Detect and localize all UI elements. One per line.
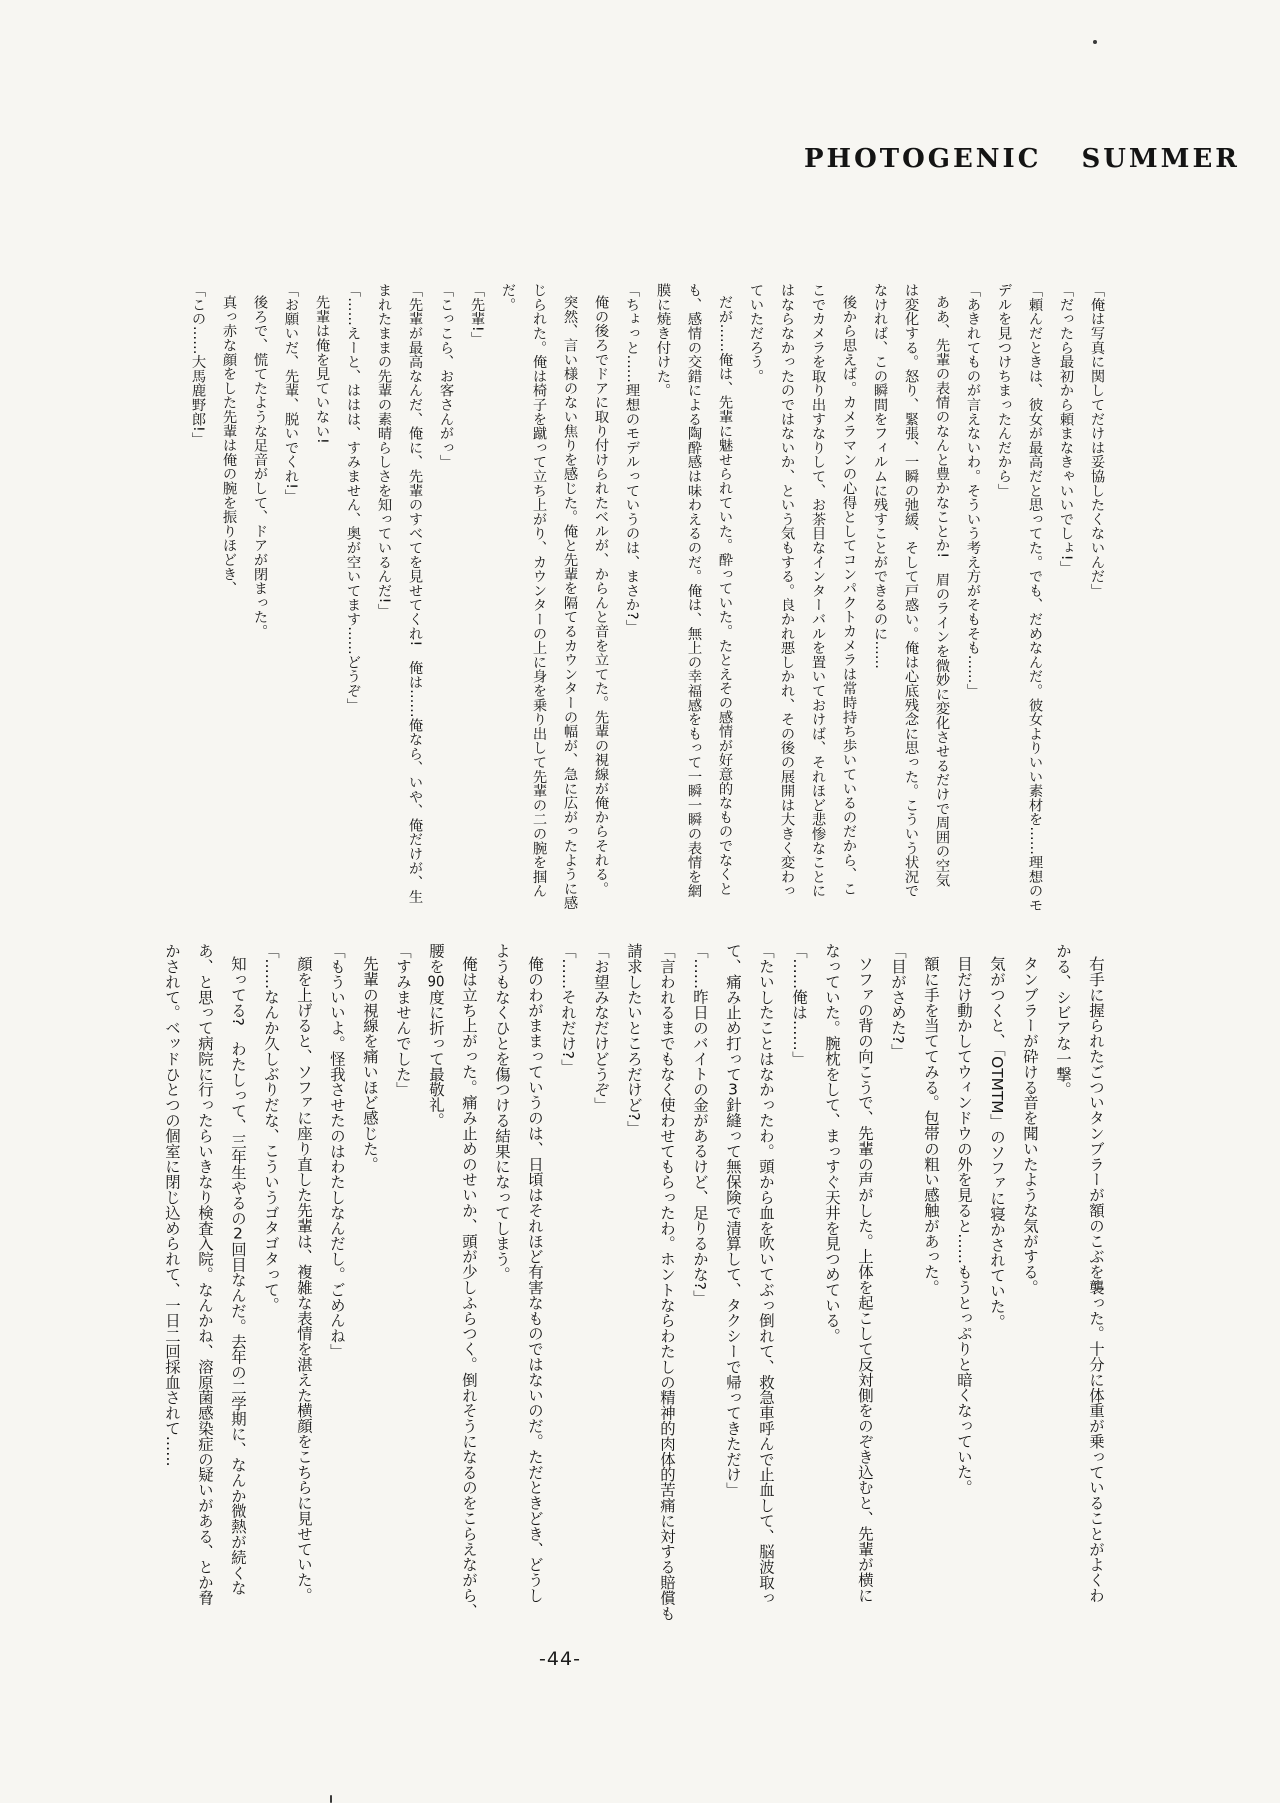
text-column: かる、シビアな一撃。 xyxy=(1054,943,1072,1097)
text-column: ああ、先輩の表情のなんと豊かなことか! 眉のラインを微妙に変化させるだけで周囲の空気 xyxy=(934,295,950,888)
text-column: あ、と思って病院に行ったらいきなり検査入院。なんかね、溶原菌感染症の疑いがある、とか脅 xyxy=(196,943,214,1606)
text-column: デルを見つけちまったんだから」 xyxy=(996,283,1012,498)
scan-speck xyxy=(330,1795,332,1803)
text-column: 膜に焼き付けた。 xyxy=(655,283,671,398)
text-column: 後から思えば。カメラマンの心得としてコンパクトカメラは常時持ち歩いているのだから、こ xyxy=(841,295,857,896)
text-column: 知ってる? わたしって、三年生やるの2回目なんだ。去年の二学期に、なんか微熱が続くな xyxy=(229,956,247,1596)
page-title: PHOTOGENIC SUMMER xyxy=(804,144,1240,174)
text-column: 「すみませんでした」 xyxy=(394,943,412,1097)
text-column: 俺のわがままっていうのは、日頃はそれほど有害なものではないのだ。ただときどき、どうし xyxy=(526,956,544,1603)
text-column: かされて。ベッドひとつの個室に閉じ込められて、一日二回採血されて…… xyxy=(163,943,181,1467)
text-column: 「お望みなだけどうぞ」 xyxy=(592,943,610,1113)
text-column: 腰を90度に折って最敬礼。 xyxy=(427,943,445,1128)
text-column: 「……なんか久しぶりだな、こういうゴタゴタって。 xyxy=(262,943,280,1313)
text-column: 「先輩が最高なんだ、俺に、先輩のすべてを見せてくれ! 俺は……俺なら、いや、俺だけが、生 xyxy=(407,283,423,904)
text-column: も、感情の交錯による陶酔感は味わえるのだ。俺は、無上の幸福感をもって一瞬一瞬の表情を網 xyxy=(686,283,702,898)
text-column: じられた。俺は椅子を蹴って立ち上がり、カウンターの上に身を乗り出して先輩の二の腕を掴ん xyxy=(531,283,547,898)
vertical-text-block-top xyxy=(182,283,1112,931)
text-column: 「頼んだときは、彼女が最高だと思ってた。でも、だめなんだ。彼女よりいい素材を……理想のモ xyxy=(1027,283,1043,913)
text-column: 「……それだけ?」 xyxy=(559,943,577,1075)
text-column: 請求したいところだけど?」 xyxy=(625,943,643,1136)
text-column: 「もういいよ。怪我させたのはわたしなんだし。ごめんね」 xyxy=(328,943,346,1359)
text-column: 「……俺は……」 xyxy=(790,943,808,1067)
text-column: 「言われるまでもなく使わせてもらったわ。ホントならわたしの精神的肉体的苦痛に対する賠償も xyxy=(658,943,676,1621)
text-column: ていただろう。 xyxy=(748,283,764,384)
text-column: 目だけ動かしてウィンドウの外を見ると……もうとっぷりと暗くなっていた。 xyxy=(955,956,973,1496)
text-column: 「ちょっと……理想のモデルっていうのは、まさか?」 xyxy=(624,283,640,634)
text-column: 「お願いだ、先輩、脱いでくれ!」 xyxy=(283,283,299,504)
text-column: タンブラーが砕ける音を聞いたような気がする。 xyxy=(1021,956,1039,1295)
vertical-text-block-bottom xyxy=(155,943,1112,1633)
text-column: 突然、言い様のない焦りを感じた。俺と先輩を隔てるカウンターの幅が、急に広がったように感 xyxy=(562,295,578,911)
text-column: 俺は立ち上がった。痛み止めのせいか、頭が少しふらつく。倒れそうになるのをこらえながら、 xyxy=(460,956,478,1619)
text-column: 後ろで、慌てたような足音がして、ドアが閉まった。 xyxy=(252,295,268,639)
text-column: 「先輩!」 xyxy=(469,283,485,346)
text-column: 額に手を当ててみる。包帯の粗い感触があった。 xyxy=(922,956,940,1295)
text-column: て、痛み止め打って3針縫って無保険で清算して、タクシーで帰ってきただけ」 xyxy=(724,943,742,1498)
text-column: 顔を上げると、ソファに座り直した先輩は、複雑な表情を湛えた横顔をこちらに見せていた。 xyxy=(295,956,313,1603)
text-column: 「……昨日のバイトの金があるけど、足りるかな?」 xyxy=(691,943,709,1306)
text-column: は変化する。怒り、緊張、一瞬の弛緩、そして戸惑い。俺は心底残念に思った。こういう状況で xyxy=(903,283,919,898)
text-column: 「目がさめた?」 xyxy=(889,943,907,1059)
text-column: なければ、この瞬間をフィルムに残すことができるのに…… xyxy=(872,283,888,670)
text-column: 気がつくと、「OTMTM」のソファに寝かされていた。 xyxy=(988,956,1006,1330)
text-column: だ。 xyxy=(500,283,516,312)
text-column: ようもなくひとを傷つける結果になってしまう。 xyxy=(493,943,511,1282)
text-column: ソファの背の向こうで、先輩の声がした。上体を起こして反対側をのぞき込むと、先輩が横に xyxy=(856,956,874,1603)
text-column: 「たいしたことはなかったわ。頭から血を吹いてぶっ倒れて、救急車呼んで止血して、脳波取っ xyxy=(757,943,775,1606)
text-column: 俺の後ろでドアに取り付けられたベルが、からんと音を立てた。先輩の視線が俺からそれる。 xyxy=(593,295,609,896)
page-number: -44- xyxy=(539,1648,581,1670)
text-column: 「あきれてものが言えないわ。そういう考え方がそもそも……」 xyxy=(965,283,981,698)
text-column: 「この……大馬鹿野郎!」 xyxy=(190,283,206,447)
text-column: 先輩の視線を痛いほど感じた。 xyxy=(361,956,379,1172)
scan-speck xyxy=(1093,40,1097,44)
text-column: 「だったら最初から頼まなきゃいいでしょ!」 xyxy=(1058,283,1074,575)
text-column: だが……俺は、先輩に魅せられていた。酔っていた。たとえその感情が好意的なものでなくと xyxy=(717,295,733,896)
text-column: はならなかったのではないか、という気もする。良かれ悪しかれ、その後の展開は大きく変わっ xyxy=(779,283,795,898)
text-column: 「俺は写真に関してだけは妥協したくないんだ」 xyxy=(1089,283,1105,598)
text-column: 「……えーと、ははは、すみません、奥が空いてます……どうぞ」 xyxy=(345,283,361,712)
text-column: 「こっこら、お客さんがっ」 xyxy=(438,283,454,469)
text-column: なっていた。腕枕をして、まっすぐ天井を見つめている。 xyxy=(823,943,841,1344)
text-column: こでカメラを取り出すなりして、お茶目なインターバルを置いておけば、それほど悲惨なことに xyxy=(810,283,826,898)
text-column: 真っ赤な顔をした先輩は俺の腕を振りほどき、 xyxy=(221,295,237,596)
text-column: まれたままの先輩の素晴らしさを知っているんだ!」 xyxy=(376,283,392,618)
text-column: 先輩は俺を見ていない! xyxy=(314,295,330,444)
text-column: 右手に握られたごついタンブラーが額のこぶを襲った。十分に体重が乗っていることがよくわ xyxy=(1087,956,1105,1603)
